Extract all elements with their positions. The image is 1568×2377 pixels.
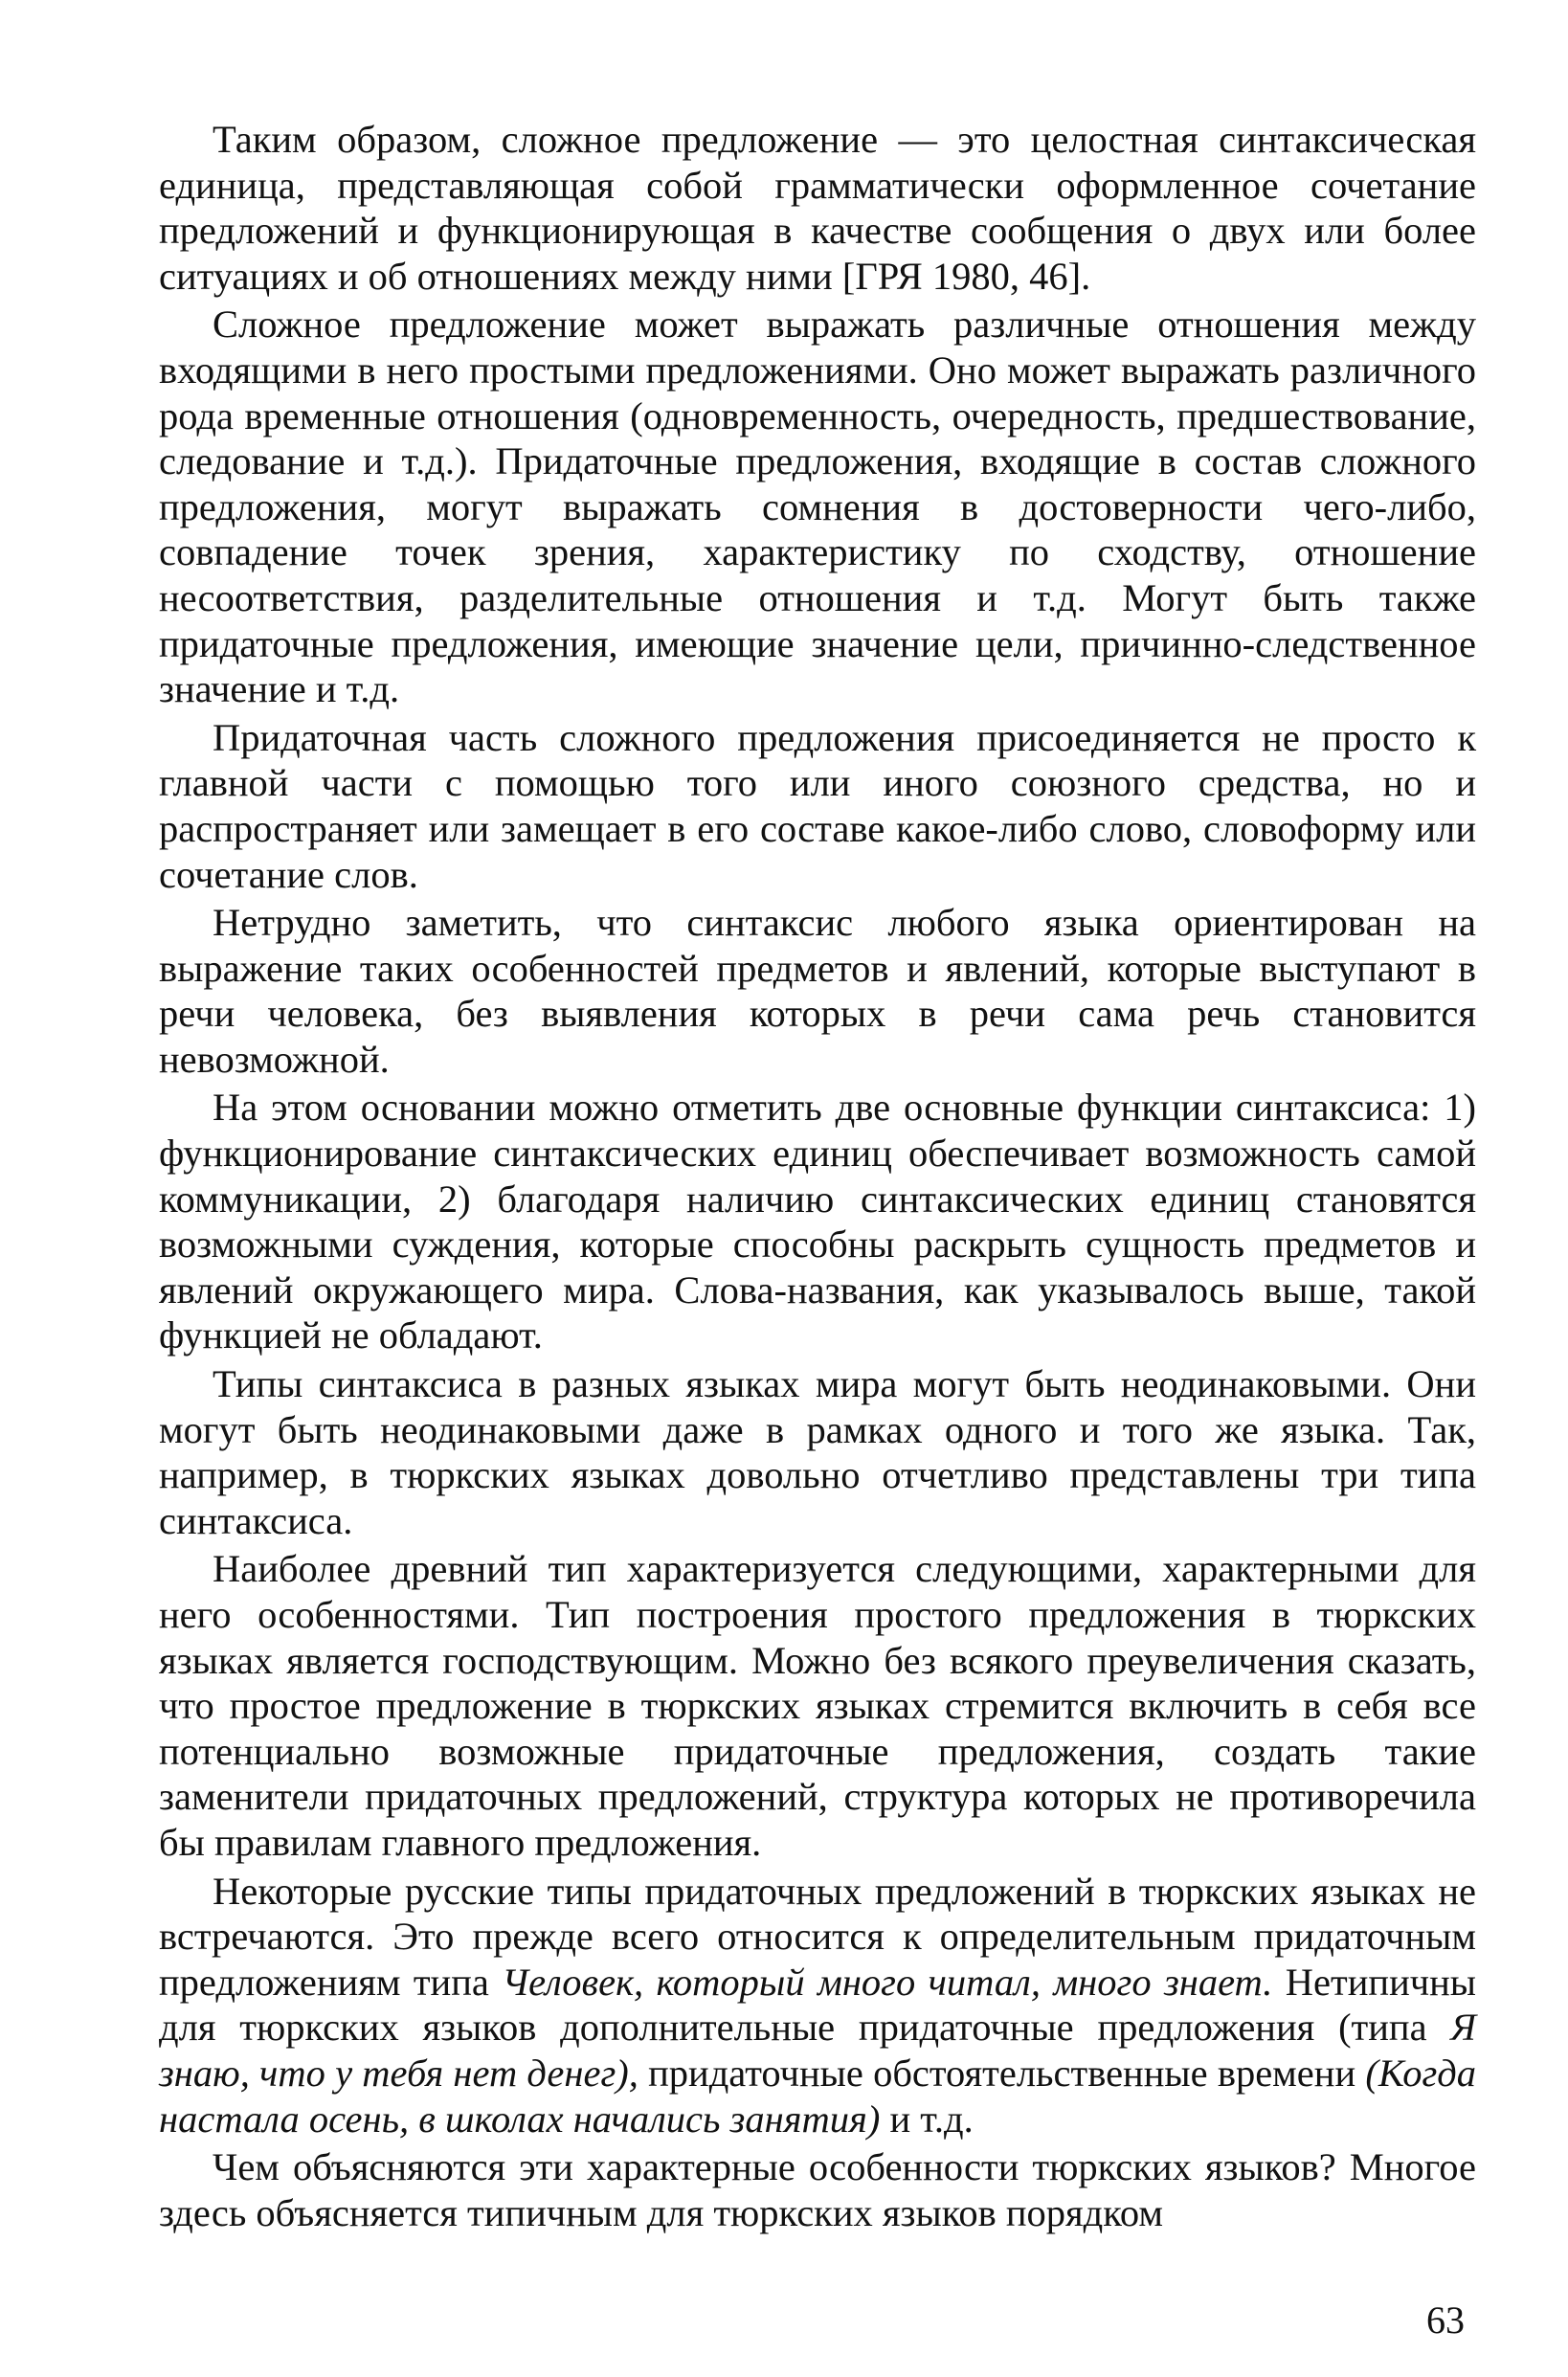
paragraph-8	[159, 1869, 1476, 2142]
paragraph-9: Чем объясняются эти характерные особенности тюркских языков? Многое здесь объясняется типичным для тюркских языков порядком	[159, 2145, 1476, 2234]
page-number: 63	[1426, 2299, 1465, 2342]
example-sentence-1: Человек, который много читал, много знает.	[502, 1960, 1273, 2004]
paragraph-8-middle-2: придаточные обстоятельственные времени	[638, 2051, 1366, 2095]
paragraph-1: Таким образом, сложное предложение — это целостная синтаксическая единица, представляющая собой грамматически оформленное сочетание предложений и функционирующая в качестве сообщения о двух или более ситуациях и об отношениях между ними [ГРЯ 1980, 46].	[159, 118, 1476, 298]
paragraph-4: Нетрудно заметить, что синтаксис любого языка ориентирован на выражение таких особенностей предметов и явлений, которые выступают в речи человека, без выявления которых в речи сама речь становится невозможной.	[159, 901, 1476, 1081]
paragraph-3: Придаточная часть сложного предложения присоединяется не просто к главной части с помощью того или иного союзного средства, но и распространяет или замещает в его составе какое-либо слово, словоформу или сочетание слов.	[159, 715, 1476, 896]
paragraph-8-lead: Некоторые русские типы придаточных предложений в тюркских языках не встречаются. Это прежде всего относится к определительным придаточным предложениям типа	[159, 1869, 1476, 2004]
paragraph-8-middle-1: Нетипичны для тюркских языков дополнительные придаточные предложения (типа	[159, 1960, 1477, 2050]
example-sentence-3: (Когда настала осень, в школах начались занятия)	[159, 2051, 1476, 2141]
paragraph-5: На этом основании можно отметить две основные функции синтаксиса: 1) функционирование синтаксических единиц обеспечивает возможность самой коммуникации, 2) благодаря наличию синтаксических единиц становятся возможными суждения, которые способны раскрыть сущность предметов и явлений окружающего мира. Слова-названия, как указывалось выше, такой функцией не обладают.	[159, 1086, 1476, 1357]
page-body	[159, 117, 1476, 2235]
example-sentence-2: Я знаю, что у тебя нет денег),	[159, 2006, 1476, 2095]
paragraph-7: Наиболее древний тип характеризуется следующими, характерными для него особенностями. Тип построения простого предложения в тюркских языках является господствующим. Можно без всякого преувеличения сказать, что простое предложение в тюркских языках стремится включить в себя все потенциально возможные придаточные предложения, создать такие заменители придаточных предложений, структура которых не противоречила бы правилам главного предложения.	[159, 1547, 1476, 1864]
paragraph-2: Сложное предложение может выражать различные отношения между входящими в него простыми предложениями. Оно может выражать различного рода временные отношения (одновременность, очередность, предшествование, следование и т.д.). Придаточные предложения, входящие в состав сложного предложения, могут выражать сомнения в достоверности чего-либо, совпадение точек зрения, характеристику по сходству, отношение несоответствия, разделительные отношения и т.д. Могут быть также придаточные предложения, имеющие значение цели, причинно-следственное значение и т.д.	[159, 303, 1476, 711]
paragraph-6: Типы синтаксиса в разных языках мира могут быть неодинаковыми. Они могут быть неодинаковыми даже в рамках одного и того же языка. Так, например, в тюркских языках довольно отчетливо представлены три типа синтаксиса.	[159, 1362, 1476, 1542]
paragraph-8-tail: и т.д.	[880, 2097, 974, 2141]
